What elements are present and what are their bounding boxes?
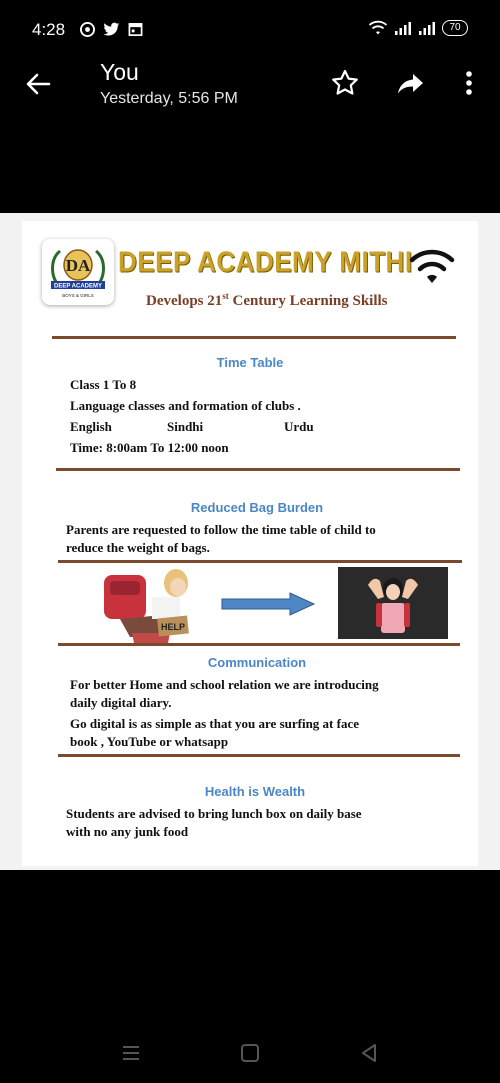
divider: [58, 754, 460, 757]
divider: [56, 468, 460, 471]
system-nav-bar: [0, 1030, 500, 1074]
language-sindhi: Sindhi: [167, 419, 204, 434]
communication-text-1: For better Home and school relation we are introducing: [70, 677, 379, 692]
back-arrow-icon[interactable]: [22, 68, 54, 100]
poster-image: [22, 221, 478, 866]
timetable-heading: Time Table: [216, 355, 284, 370]
chrome-icon: [80, 22, 95, 37]
notification-icons: [80, 22, 143, 37]
wifi-icon: [368, 20, 388, 36]
communication-text-2: daily digital diary.: [70, 695, 172, 710]
communication-heading: Communication: [207, 655, 307, 670]
viewer-header: [0, 52, 500, 112]
divider: [58, 643, 460, 646]
school-logo: [42, 239, 114, 305]
signal-icon: [394, 21, 412, 36]
tagline: Develops 21st Century Learning Skills: [146, 291, 388, 309]
academy-title: DEEP ACADEMY MITHI: [118, 245, 413, 278]
class-line: Class 1 To 8: [70, 377, 137, 392]
bag-text-2: reduce the weight of bags.: [66, 540, 210, 555]
time-line: Time: 8:00am To 12:00 noon: [70, 440, 229, 455]
help-sign-text: HELP: [160, 622, 186, 632]
logo-text: DEEP ACADEMY: [53, 283, 103, 290]
happy-child-image: [338, 567, 448, 639]
image-viewer[interactable]: [0, 213, 500, 870]
communication-text-4: book , YouTube or whatsapp: [70, 734, 229, 749]
back-icon[interactable]: [358, 1042, 380, 1064]
wifi-logo-icon: [408, 247, 456, 287]
health-heading: Health is Wealth: [204, 784, 306, 799]
sender-name: You: [100, 59, 139, 85]
star-icon[interactable]: [330, 68, 360, 98]
language-line: Language classes and formation of clubs .: [70, 398, 301, 413]
system-icons: [368, 20, 468, 36]
status-bar: [0, 0, 500, 60]
bag-text-1: Parents are requested to follow the time table of child to: [66, 522, 376, 537]
svg-text:DA: DA: [65, 256, 91, 275]
language-english: English: [70, 419, 112, 434]
calendar-icon: [128, 22, 143, 37]
more-vert-icon[interactable]: [454, 68, 484, 98]
signal-icon: [418, 21, 436, 36]
health-text-2: with no any junk food: [66, 824, 189, 839]
forward-icon[interactable]: [396, 68, 426, 98]
status-time: 4:28: [32, 20, 66, 39]
message-timestamp: Yesterday, 5:56 PM: [100, 90, 238, 107]
logo-subtext: BOYS & GIRLS: [62, 293, 94, 298]
arrow-right-icon: [220, 591, 316, 617]
health-text-1: Students are advised to bring lunch box on daily base: [66, 806, 362, 821]
recents-icon[interactable]: [120, 1042, 142, 1064]
bag-heading: Reduced Bag Burden: [190, 500, 324, 515]
divider: [52, 336, 456, 339]
language-urdu: Urdu: [284, 419, 314, 434]
child-with-heavy-bag-image: [100, 563, 194, 645]
home-icon[interactable]: [239, 1042, 261, 1064]
battery-icon: 70: [442, 20, 468, 36]
twitter-icon: [103, 22, 120, 37]
communication-text-3: Go digital is as simple as that you are surfing at face: [70, 716, 360, 731]
